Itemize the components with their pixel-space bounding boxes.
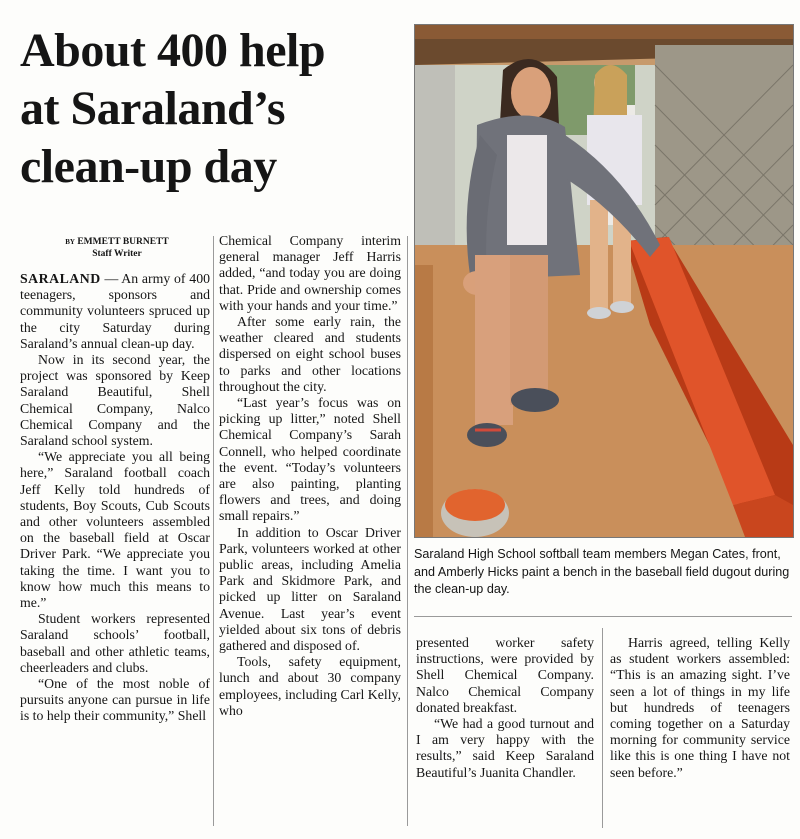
article-paragraph: “We appreciate you all being here,” Saraland football coach Jeff Kelly told hundreds of students, Boy Scouts, Cub Scouts and other volunteers assembled on the baseball field at Oscar Driver Park. “We appreciate you taking the time. I want you to know how much this means to me.”: [20, 449, 210, 611]
photo-caption: Saraland High School softball team members Megan Cates, front, and Amberly Hicks paint a bench in the baseball field dugout during the clean-up day.: [414, 547, 790, 596]
article-column-2: [219, 233, 401, 719]
column-divider: [213, 236, 214, 826]
dateline: SARALAND: [20, 271, 101, 286]
column-divider: [602, 628, 603, 828]
lead-text: — An army of 400 teenagers, sponsors and community volunteers spruced up the city Saturday during Saraland’s annual clean-up day.: [20, 271, 210, 351]
article-lead-paragraph: [20, 271, 210, 352]
article-paragraph: “Last year’s focus was on picking up litter,” noted Shell Chemical Company’s Sarah Connell, who helped coordinate the event. “Today’s volunteers are also painting, planting flowers and trees, and doing small repairs.”: [219, 395, 401, 524]
caption-rule: [414, 616, 792, 617]
article-paragraph: In addition to Oscar Driver Park, volunteers worked at other public areas, including Amelia Park and Skidmore Park, and picked up litter on Saraland Avenue. Last year’s event yielded about six tons of debris gathered and disposed of.: [219, 524, 401, 654]
byline: [22, 236, 212, 260]
headline-line-2: at Saraland’s: [20, 82, 286, 135]
article-paragraph: “One of the most noble of pursuits anyone can pursue in life is to help their community,” Shell: [20, 676, 210, 724]
article-paragraph: After some early rain, the weather cleared and students dispersed on eight school buses to parks and other locations throughout the city.: [219, 314, 401, 394]
headline-line-3: clean-up day: [20, 140, 277, 193]
article-paragraph: “We had a good turnout and I am very happy with the results,” said Keep Saraland Beautiful’s Juanita Chandler.: [416, 716, 594, 780]
byline-by: BY: [65, 238, 75, 246]
article-paragraph: Harris agreed, telling Kelly as student workers assembled: “This is an amazing sight. I’ve seen a lot of things in my life but hundreds of teenagers coming together on a Saturday morning for community service like this is one thing I have not seen before.”: [610, 635, 790, 780]
article-paragraph: Now in its second year, the project was sponsored by Keep Saraland Beautiful, Shell Chemical Company, Nalco Chemical Company and the Saraland school system.: [20, 352, 210, 449]
byline-name: EMMETT BURNETT: [77, 237, 169, 247]
headline: [20, 22, 410, 196]
news-photo: [414, 24, 794, 538]
article-paragraph: presented worker safety instructions, were provided by Shell Chemical Company. Nalco Chemical Company donated breakfast.: [416, 635, 594, 715]
article-column-1: [20, 271, 210, 725]
headline-line-1: About 400 help: [20, 24, 326, 77]
column-divider: [407, 236, 408, 826]
article-column-4: [610, 635, 790, 781]
byline-role: Staff Writer: [92, 249, 142, 259]
article-paragraph: Chemical Company interim general manager Jeff Harris added, “and today you are doing that. Pride and ownership comes with your hands and your time.”: [219, 233, 401, 313]
article-column-3: [416, 635, 594, 781]
article-paragraph: Student workers represented Saraland schools’ football, baseball and other athletic teams, cheerleaders and clubs.: [20, 611, 210, 675]
photo-softball-players-painting-bench: [415, 25, 793, 537]
article-paragraph: Tools, safety equipment, lunch and about 30 company employees, including Carl Kelly, who: [219, 654, 401, 718]
